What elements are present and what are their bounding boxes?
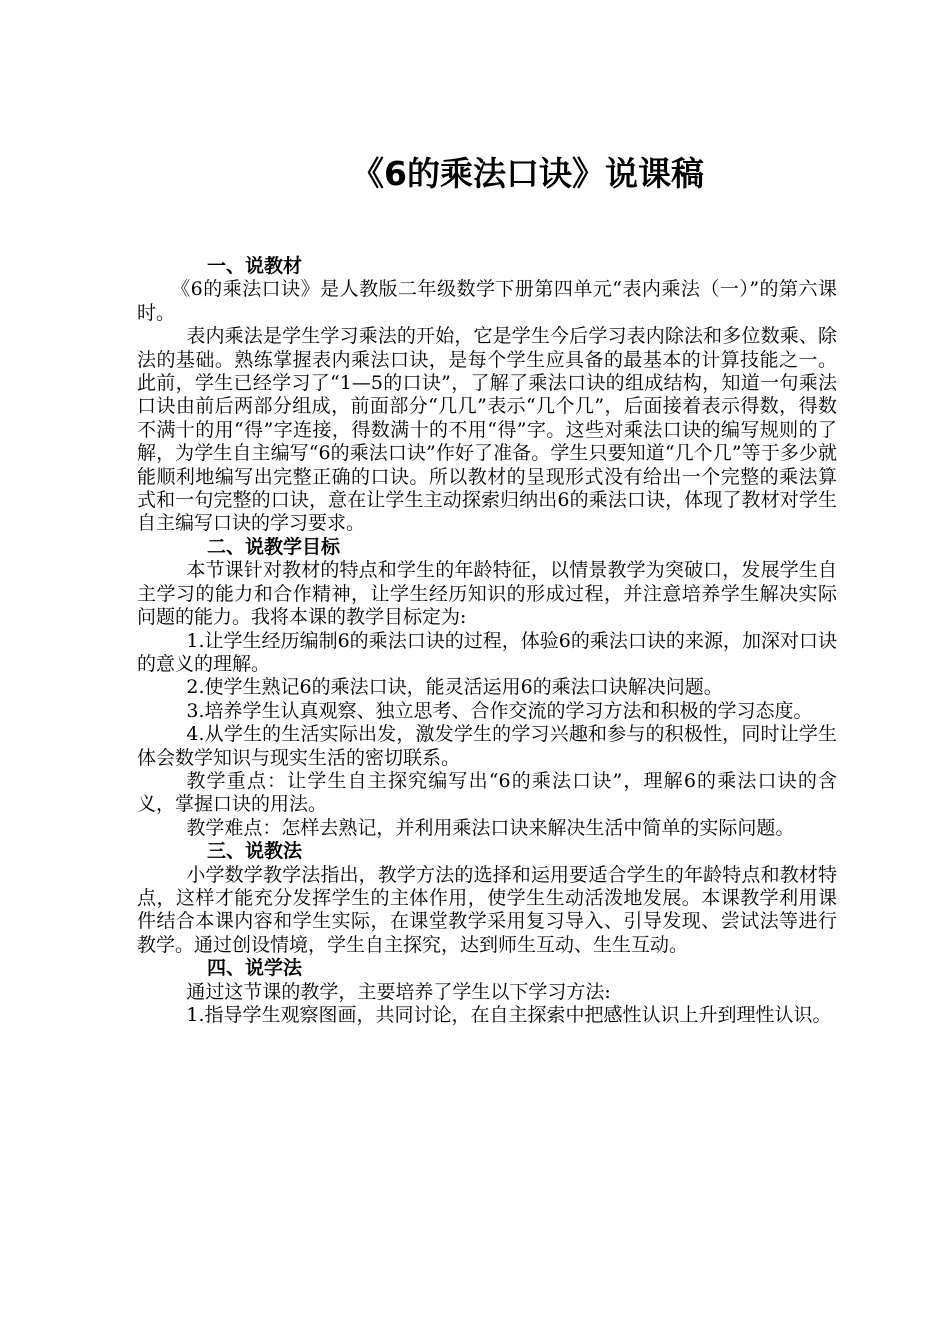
objective-item: 3.培养学生认真观察、独立思考、合作交流的学习方法和积极的学习态度。: [186, 699, 813, 722]
document-body: [137, 255, 837, 1027]
paragraph: 小学数学教学法指出，教学方法的选择和运用要适合学生的年龄特点和教材特点，这样才能充分发挥学生的主体作用，使学生生动活泼地发展。本课教学利用课件结合本课内容和学生实际，在课堂教学采用复习导入、引导发现、尝试法等进行教学。通过创设情境，学生自主探究，达到师生互动、生生互动。: [137, 863, 837, 956]
section-heading-objectives: 二、说教学目标: [207, 535, 341, 558]
teaching-key-point: 教学重点：让学生自主探究编写出“6的乘法口诀”，理解6的乘法口诀的含义，掌握口诀的用法。: [137, 769, 837, 816]
paragraph: 本节课针对教材的特点和学生的年龄特征，以情景教学为突破口，发展学生自主学习的能力和合作精神，让学生经历知识的形成过程，并注意培养学生解决实际问题的能力。我将本课的教学目标定为:: [137, 559, 837, 629]
learning-method-item: 1.指导学生观察图画，共同讨论，在自主探索中把感性认识上升到理性认识。: [186, 1004, 832, 1026]
paragraph: 表内乘法是学生学习乘法的开始，它是学生今后学习表内除法和多位数乘、除法的基础。熟练掌握表内乘法口诀，是每个学生应具备的最基本的计算技能之一。此前，学生已经学习了“1—5的口诀”，了解了乘法口诀的组成结构，知道一句乘法口诀由前后两部分组成，前面部分“几几”表示“几个几”，后面接着表示得数，得数不满十的用“得”字连接，得数满十的不用“得”字。这些对乘法口诀的编写规则的了解，为学生自主编写“6的乘法口诀”作好了准备。学生只要知道“几个几”等于多少就能顺利地编写出完整正确的口诀。所以教材的呈现形式没有给出一个完整的乘法算式和一句完整的口诀，意在让学生主动探索归纳出6的乘法口诀，体现了教材对学生自主编写口诀的学习要求。: [137, 325, 837, 535]
objective-item: 2.使学生熟记6的乘法口诀，能灵活运用6的乘法口诀解决问题。: [186, 676, 723, 699]
objective-item: 4.从学生的生活实际出发，激发学生的学习兴趣和参与的积极性，同时让学生体会数学知识与现实生活的密切联系。: [137, 723, 837, 769]
section-heading-learning-method: 四、说学法: [207, 957, 303, 980]
section-heading-textbook: 一、说教材: [207, 255, 303, 277]
objective-item: 1.让学生经历编制6的乘法口诀的过程，体验6的乘法口诀的来源，加深对口诀的意义的理解。: [137, 629, 837, 675]
section-heading-teaching-method: 三、说教法: [207, 840, 303, 863]
paragraph: 通过这节课的教学，主要培养了学生以下学习方法:: [186, 980, 611, 1003]
teaching-difficulty: 教学难点：怎样去熟记，并利用乘法口诀来解决生活中简单的实际问题。: [186, 816, 795, 839]
document-title: 《6的乘法口诀》说课稿: [351, 154, 704, 193]
paragraph: 《6的乘法口诀》是人教版二年级数学下册第四单元“表内乘法（一）”的第六课时。: [137, 278, 837, 324]
